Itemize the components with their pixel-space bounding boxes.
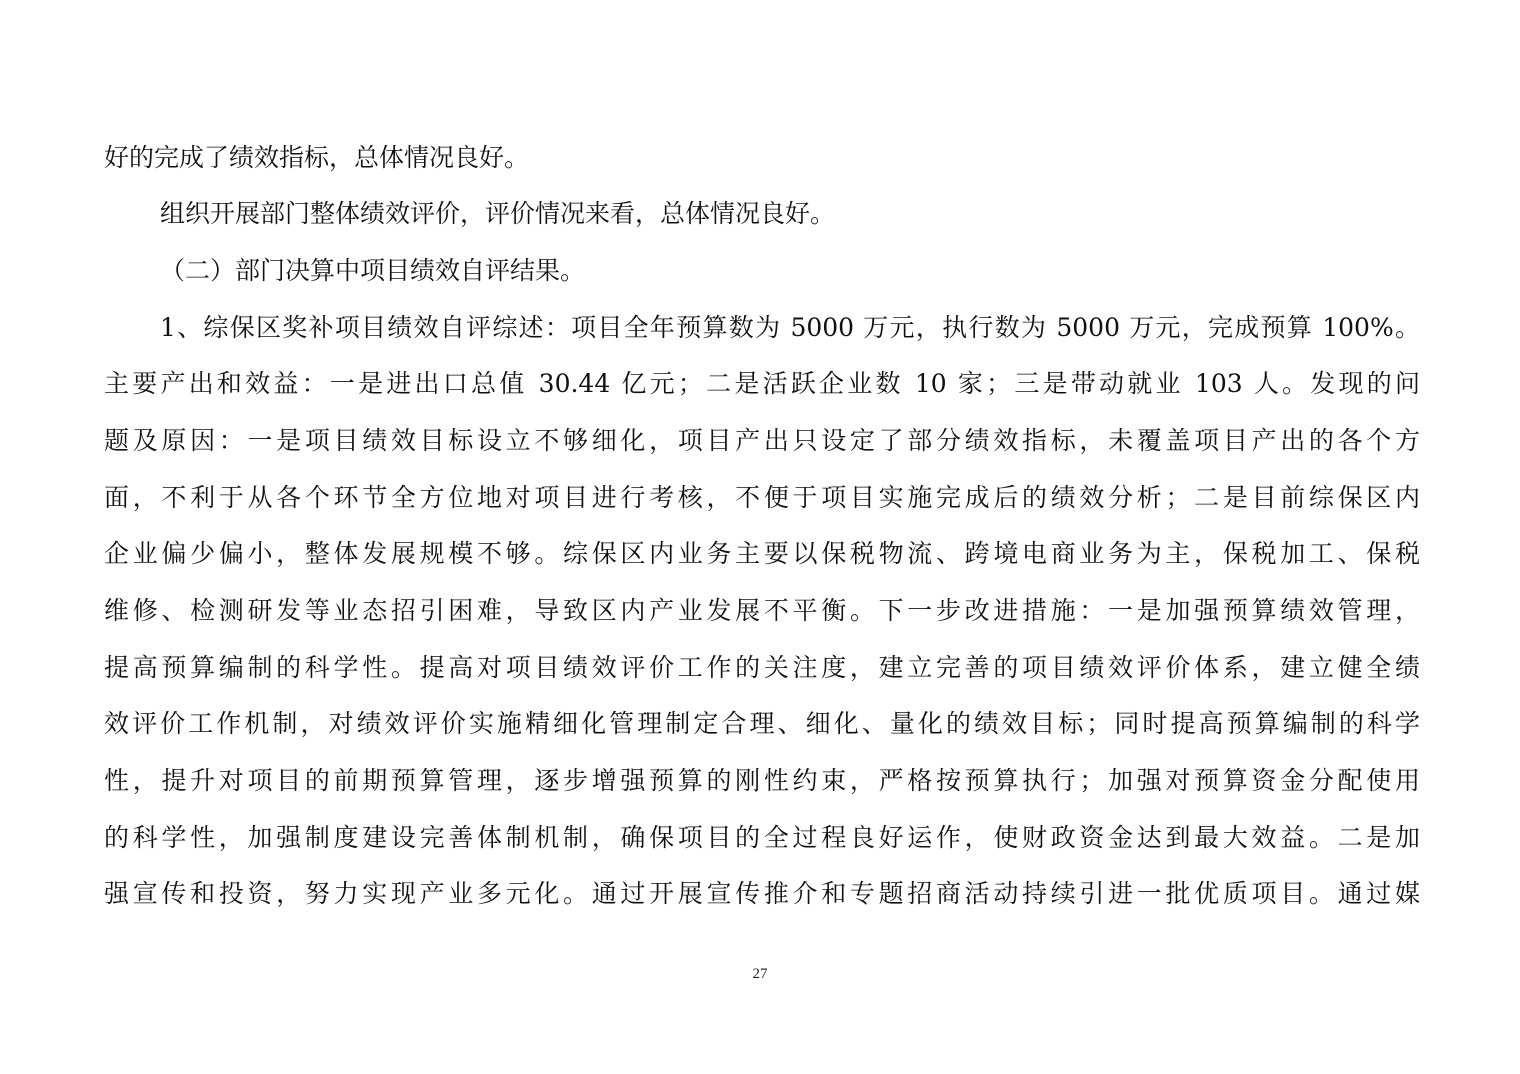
paragraph-line: 组织开展部门整体绩效评价，评价情况来看，总体情况良好。 [160, 199, 836, 228]
paragraph-line: 主要产出和效益：一是进出口总值 30.44 亿元；二是活跃企业数 10 家；三是带动就业 103 人。发现的问 [104, 369, 1420, 398]
page-number: 27 [752, 966, 768, 982]
paragraph-line: 企业偏少偏小，整体发展规模不够。综保区内业务主要以保税物流、跨境电商业务为主，保税加工、保税 [104, 539, 1420, 568]
section-heading: （二）部门决算中项目绩效自评结果。 [160, 256, 586, 285]
paragraph-line: 好的完成了绩效指标，总体情况良好。 [104, 143, 530, 172]
paragraph-line: 强宣传和投资，努力实现产业多元化。通过开展宣传推介和专题招商活动持续引进一批优质项目。通过媒 [104, 879, 1420, 908]
paragraph-line: 1、综保区奖补项目绩效自评综述：项目全年预算数为 5000 万元，执行数为 5000 万元，完成预算 100%。 [160, 313, 1420, 342]
paragraph-line: 的科学性，加强制度建设完善体制机制，确保项目的全过程良好运作，使财政资金达到最大效益。二是加 [104, 823, 1420, 852]
paragraph-line: 提高预算编制的科学性。提高对项目绩效评价工作的关注度，建立完善的项目绩效评价体系，建立健全绩 [104, 653, 1420, 682]
paragraph-line: 题及原因：一是项目绩效目标设立不够细化，项目产出只设定了部分绩效指标，未覆盖项目产出的各个方 [104, 426, 1420, 455]
paragraph-line: 面，不利于从各个环节全方位地对项目进行考核，不便于项目实施完成后的绩效分析；二是目前综保区内 [104, 483, 1420, 512]
paragraph-line: 性，提升对项目的前期预算管理，逐步增强预算的刚性约束，严格按预算执行；加强对预算资金分配使用 [104, 766, 1420, 795]
paragraph-line: 效评价工作机制，对绩效评价实施精细化管理制定合理、细化、量化的绩效目标；同时提高预算编制的科学 [104, 709, 1420, 738]
paragraph-line: 维修、检测研发等业态招引困难，导致区内产业发展不平衡。下一步改进措施：一是加强预算绩效管理， [104, 596, 1420, 625]
